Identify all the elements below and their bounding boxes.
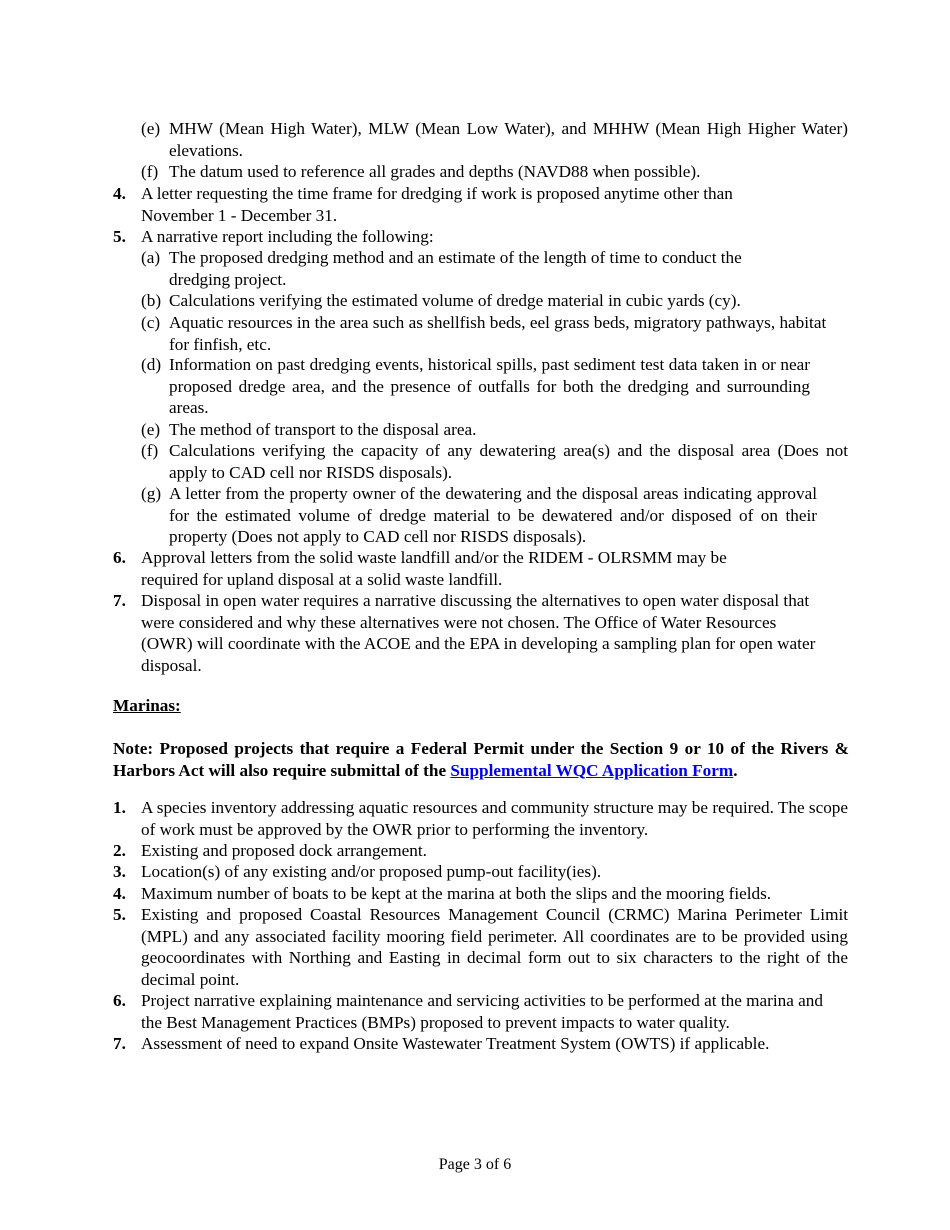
sub-item-label: (b) [141,291,162,310]
sub-item-text: Calculations verifying the estimated volume of dredge material in cubic yards (cy). [169,291,741,310]
list-text: Location(s) of any existing and/or proposed pump-out facility(ies). [141,862,602,881]
sub-item-label: (f) [141,162,159,181]
list-text: Maximum number of boats to be kept at the marina at both the slips and the mooring fields. [141,884,772,903]
sub-item-label: (e) [141,119,161,138]
list-number: 7. [113,1034,126,1053]
sub-item-text: Information on past dredging events, historical spills, past sediment test data taken in or near proposed dredge area, and the presence of outfalls for both the dredging and surrounding areas. [169,355,810,417]
list-number: 6. [113,991,126,1010]
sub-item-label: (d) [141,355,162,374]
section-heading-marinas: Marinas: [113,696,181,715]
supplemental-wqc-form-link[interactable]: Supplemental WQC Application Form [450,760,734,780]
list-number: 3. [113,862,126,881]
sub-item-text: MHW (Mean High Water), MLW (Mean Low Water), and MHHW (Mean High Higher Water) elevations. [169,119,848,160]
list-text: Existing and proposed dock arrangement. [141,841,427,860]
list-text: A narrative report including the following: [141,227,434,246]
list-text: A letter requesting the time frame for dredging if work is proposed anytime other than November 1 - December 31. [141,184,733,225]
sub-item-text: The proposed dredging method and an estimate of the length of time to conduct the dredging project. [169,248,742,289]
sub-item-label: (e) [141,420,161,439]
list-text: Project narrative explaining maintenance and servicing activities to be performed at the marina and the Best Management Practices (BMPs) proposed to prevent impacts to water quality. [141,991,823,1032]
note-end: . [733,760,738,780]
list-number: 4. [113,884,126,903]
list-number: 2. [113,841,126,860]
list-number: 1. [113,798,126,817]
sub-item-text: Calculations verifying the capacity of any dewatering area(s) and the disposal area (Does not apply to CAD cell nor RISDS disposals). [169,441,848,482]
sub-item-text: Aquatic resources in the area such as shellfish beds, eel grass beds, migratory pathways, habitat for finfish, etc. [169,313,827,354]
sub-item-label: (c) [141,313,161,332]
note-text: Note: Proposed projects that require a Federal Permit under the Section 9 or 10 of the Rivers & Harbors Act will also require submittal of the [113,739,849,780]
list-number: 5. [113,905,126,924]
list-number: 6. [113,548,126,567]
sub-item-label: (g) [141,484,162,503]
list-text: Existing and proposed Coastal Resources Management Council (CRMC) Marina Perimeter Limit (MPL) and any associated facility mooring field perimeter. All coordinates are to be provided using geocoordinates with Northing and Easting in decimal form out to six characters to the right of the decimal point. [141,905,848,989]
list-text: Assessment of need to expand Onsite Wastewater Treatment System (OWTS) if applicable. [141,1034,770,1053]
page-number: Page 3 of 6 [438,1156,512,1173]
list-number: 7. [113,591,126,610]
marinas-note [113,738,849,781]
list-text: Approval letters from the solid waste landfill and/or the RIDEM - OLRSMM may be required for upland disposal at a solid waste landfill. [141,548,727,589]
list-text: A species inventory addressing aquatic resources and community structure may be required. The scope of work must be approved by the OWR prior to performing the inventory. [141,798,849,839]
sub-item-label: (f) [141,441,159,460]
sub-item-label: (a) [141,248,161,267]
sub-item-text: The method of transport to the disposal area. [169,420,477,439]
list-number: 5. [113,227,126,246]
list-number: 4. [113,184,126,203]
sub-item-text: A letter from the property owner of the dewatering and the disposal areas indicating approval for the estimated volume of dredge material to be dewatered and/or disposed of on their property (Does not apply to CAD cell nor RISDS disposals). [169,484,817,546]
sub-item-text: The datum used to reference all grades and depths (NAVD88 when possible). [169,162,701,181]
list-text: Disposal in open water requires a narrative discussing the alternatives to open water disposal that were considered and why these alternatives were not chosen. The Office of Water Resources (OWR) will coordinate with the ACOE and the EPA in developing a sampling plan for open water disposal. [141,591,816,675]
